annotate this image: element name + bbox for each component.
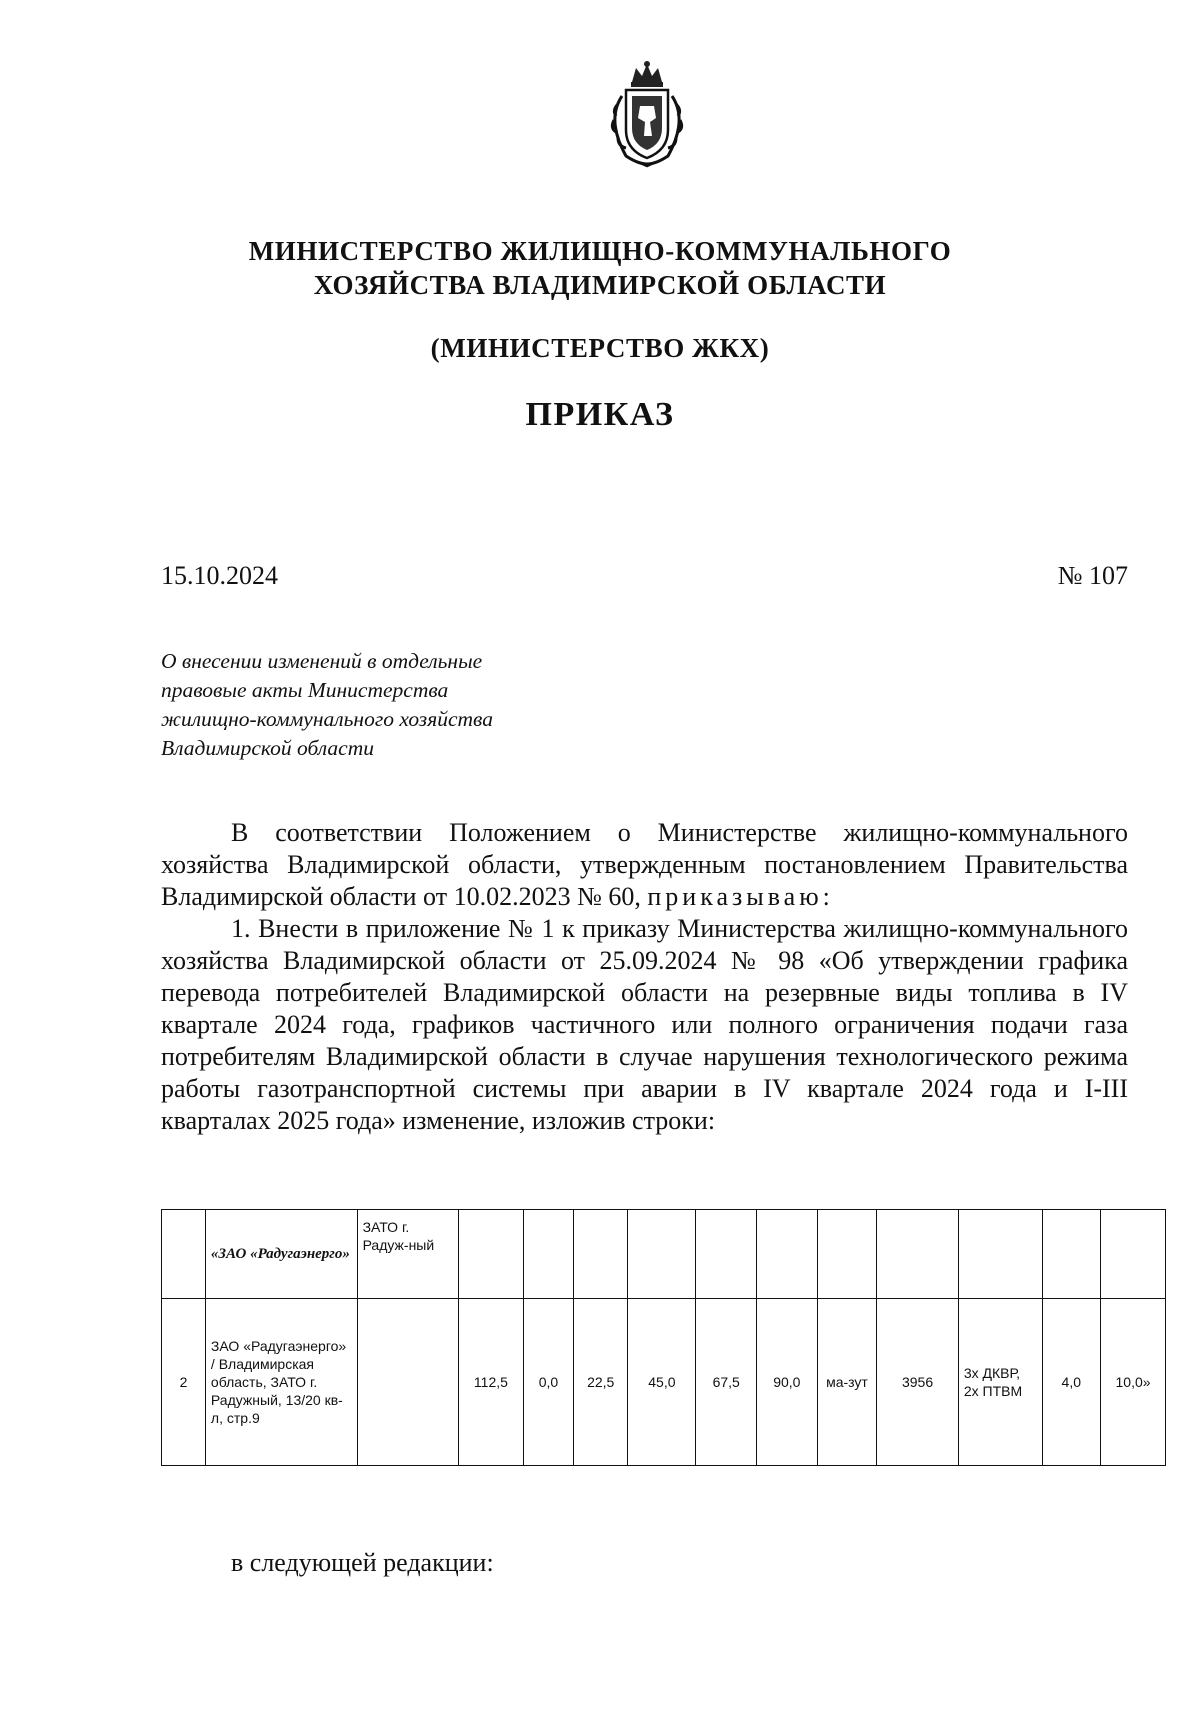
row-number (162, 1210, 206, 1299)
document-type: ПРИКАЗ (525, 396, 675, 433)
value-cell: 0,0 (523, 1299, 573, 1466)
consumer-name-address: ЗАО «Радугаэнерго» / Владимирская область, ЗАТО г. Радужный, 13/20 кв-л, стр.9 (205, 1299, 357, 1466)
value-cell: 90,0 (757, 1299, 818, 1466)
table-cell (696, 1210, 757, 1299)
ministry-short-name: (МИНИСТЕРСТВО ЖКХ) (430, 333, 770, 363)
data-table (161, 1209, 1166, 1466)
table-cell (1101, 1210, 1166, 1299)
table-cell (877, 1210, 959, 1299)
value-cell: 3956 (877, 1299, 959, 1466)
table-row (162, 1210, 1166, 1299)
value-cell: 67,5 (696, 1299, 757, 1466)
table-cell (459, 1210, 524, 1299)
preamble-text: В соответствии Положением о Министерстве жилищно-коммунального хозяйства Владимирской области, утвержденным постановлением Правительства Владимирской области от 10.02.2023 № 60, (161, 818, 1128, 911)
document-subject (161, 647, 493, 763)
document-number: № 107 (1057, 561, 1128, 590)
value-cell: 22,5 (574, 1299, 628, 1466)
document-date: 15.10.2024 (161, 561, 278, 590)
municipality (357, 1299, 458, 1466)
table-row (162, 1299, 1166, 1466)
subject-line: правовые акты Министерства (161, 678, 449, 702)
row-number: 2 (162, 1299, 206, 1466)
table-cell (1042, 1210, 1101, 1299)
equipment: 3х ДКВР, 2х ПТВМ (958, 1299, 1042, 1466)
coat-of-arms-icon (598, 60, 696, 168)
table-cell (628, 1210, 696, 1299)
value-cell: 4,0 (1042, 1299, 1101, 1466)
table-cell (958, 1210, 1042, 1299)
value-cell: 112,5 (459, 1299, 524, 1466)
subject-line: жилищно-коммунального хозяйства (161, 707, 493, 731)
subject-line: Владимирской области (161, 736, 374, 760)
table-cell (757, 1210, 818, 1299)
value-cell: 10,0» (1101, 1299, 1166, 1466)
fuel-type: ма-зут (817, 1299, 877, 1466)
next-edition-text: в следующей редакции: (231, 1548, 494, 1577)
table-cell (817, 1210, 877, 1299)
table-cell (574, 1210, 628, 1299)
ministry-name-line1: МИНИСТЕРСТВО ЖИЛИЩНО-КОММУНАЛЬНОГО (248, 236, 952, 266)
value-cell: 45,0 (628, 1299, 696, 1466)
municipality: ЗАТО г. Радуж-ный (357, 1210, 458, 1299)
order-verb: приказываю: (647, 882, 834, 911)
item-1-paragraph: 1. Внести в приложение № 1 к приказу Министерства жилищно-коммунального хозяйства Владимирской области от 25.09.2024 № 98 «Об утверждении графика перевода потребителей Владимирской области на резервные виды топлива в IV квартале 2024 года, графиков частичного или полного ограничения подачи газа потребителям Владимирской области в случае нарушения технологического режима работы газотранспортной системы при аварии в IV квартале 2024 года и I-III кварталах 2025 года» изменение, изложив строки: (161, 914, 1128, 1135)
consumer-name: «ЗАО «Радугаэнерго» (205, 1210, 357, 1299)
document-body (161, 817, 1128, 1137)
table-cell (523, 1210, 573, 1299)
preamble-paragraph (161, 817, 1128, 913)
subject-line: О внесении изменений в отдельные (161, 649, 483, 673)
ministry-name-line2: ХОЗЯЙСТВА ВЛАДИМИРСКОЙ ОБЛАСТИ (313, 270, 887, 300)
